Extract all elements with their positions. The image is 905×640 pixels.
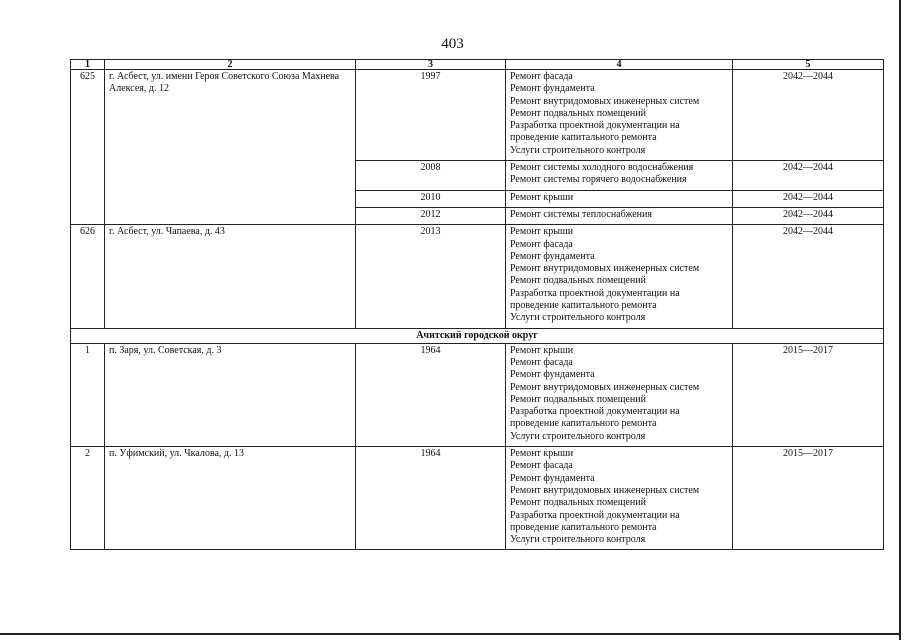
work-item: Услуги строительного контроля [510, 144, 646, 156]
header-cell-4: 4 [506, 60, 733, 70]
row-works [506, 207, 733, 224]
row-period: 2042—2044 [733, 207, 884, 224]
work-item: Разработка проектной документации на проведение капитального ремонта [510, 406, 680, 430]
header-cell-5: 5 [733, 60, 884, 70]
work-item: Ремонт фасада [510, 356, 573, 368]
table-row [71, 225, 884, 328]
row-build-year: 2012 [356, 207, 506, 224]
work-item: Ремонт системы горячего водоснабжения [510, 174, 687, 186]
table-header-row [71, 60, 884, 70]
row-number: 1 [71, 343, 105, 446]
row-period: 2042—2044 [733, 190, 884, 207]
scan-border-right [899, 0, 901, 640]
table-body [71, 70, 884, 550]
row-works [506, 225, 733, 328]
page-number: 403 [441, 36, 464, 52]
row-period: 2042—2044 [733, 70, 884, 161]
row-address: г. Асбест, ул. имени Героя Советского Союза Махнева Алексея, д. 12 [105, 70, 356, 225]
table-row [71, 343, 884, 446]
row-number: 625 [71, 70, 105, 225]
row-build-year: 1997 [356, 70, 506, 161]
row-works [506, 447, 733, 550]
row-build-year: 2010 [356, 190, 506, 207]
row-address: г. Асбест, ул. Чапаева, д. 43 [105, 225, 356, 328]
row-period: 2015—2017 [733, 343, 884, 446]
work-item: Разработка проектной документации на проведение капитального ремонта [510, 120, 680, 144]
row-period: 2042—2044 [733, 225, 884, 328]
work-item: Ремонт системы холодного водоснабжения [510, 162, 694, 174]
section-title: Ачитский городской округ [71, 328, 884, 343]
work-item: Ремонт подвальных помещений [510, 275, 646, 287]
table-row [71, 447, 884, 550]
work-item: Ремонт фундамента [510, 472, 595, 484]
work-item: Услуги строительного контроля [510, 430, 646, 442]
work-item: Ремонт фундамента [510, 369, 595, 381]
work-item: Разработка проектной документации на проведение капитального ремонта [510, 287, 680, 312]
work-item: Ремонт фундамента [510, 83, 595, 95]
work-item: Услуги строительного контроля [510, 534, 646, 546]
work-item: Ремонт подвальных помещений [510, 393, 646, 405]
work-item: Ремонт внутридомовых инженерных систем [510, 263, 700, 275]
work-item: Ремонт внутридомовых инженерных систем [510, 95, 700, 107]
row-number: 2 [71, 447, 105, 550]
work-item: Разработка проектной документации на проведение капитального ремонта [510, 509, 680, 533]
work-item: Ремонт подвальных помещений [510, 497, 646, 509]
row-works [506, 343, 733, 446]
row-number: 626 [71, 225, 105, 328]
row-address: п. Заря, ул. Советская, д. 3 [105, 343, 356, 446]
work-item: Ремонт внутридомовых инженерных систем [510, 381, 700, 393]
work-item: Ремонт фасада [510, 460, 573, 472]
row-address: п. Уфимский, ул. Чкалова, д. 13 [105, 447, 356, 550]
row-works [506, 190, 733, 207]
table-row [71, 70, 884, 161]
header-cell-2: 2 [105, 60, 356, 70]
header-cell-1: 1 [71, 60, 105, 70]
scan-border-bottom [0, 633, 901, 635]
work-item: Ремонт крыши [510, 191, 574, 203]
row-works [506, 161, 733, 191]
header-cell-3: 3 [356, 60, 506, 70]
work-item: Ремонт фасада [510, 71, 573, 82]
work-item: Ремонт внутридомовых инженерных систем [510, 484, 700, 496]
work-item: Ремонт крыши [510, 344, 574, 356]
repair-schedule-table [70, 59, 884, 550]
row-build-year: 1964 [356, 343, 506, 446]
work-item: Ремонт фасада [510, 238, 573, 250]
work-item: Услуги строительного контроля [510, 312, 646, 324]
row-period: 2042—2044 [733, 161, 884, 191]
row-build-year: 2008 [356, 161, 506, 191]
work-item: Ремонт подвальных помещений [510, 107, 646, 119]
row-build-year: 1964 [356, 447, 506, 550]
row-period: 2015—2017 [733, 447, 884, 550]
work-item: Ремонт крыши [510, 448, 574, 460]
section-row [71, 328, 884, 343]
row-works [506, 70, 733, 161]
work-item: Ремонт крыши [510, 226, 574, 238]
work-item: Ремонт системы теплоснабжения [510, 208, 652, 220]
work-item: Ремонт фундамента [510, 250, 595, 262]
row-build-year: 2013 [356, 225, 506, 328]
